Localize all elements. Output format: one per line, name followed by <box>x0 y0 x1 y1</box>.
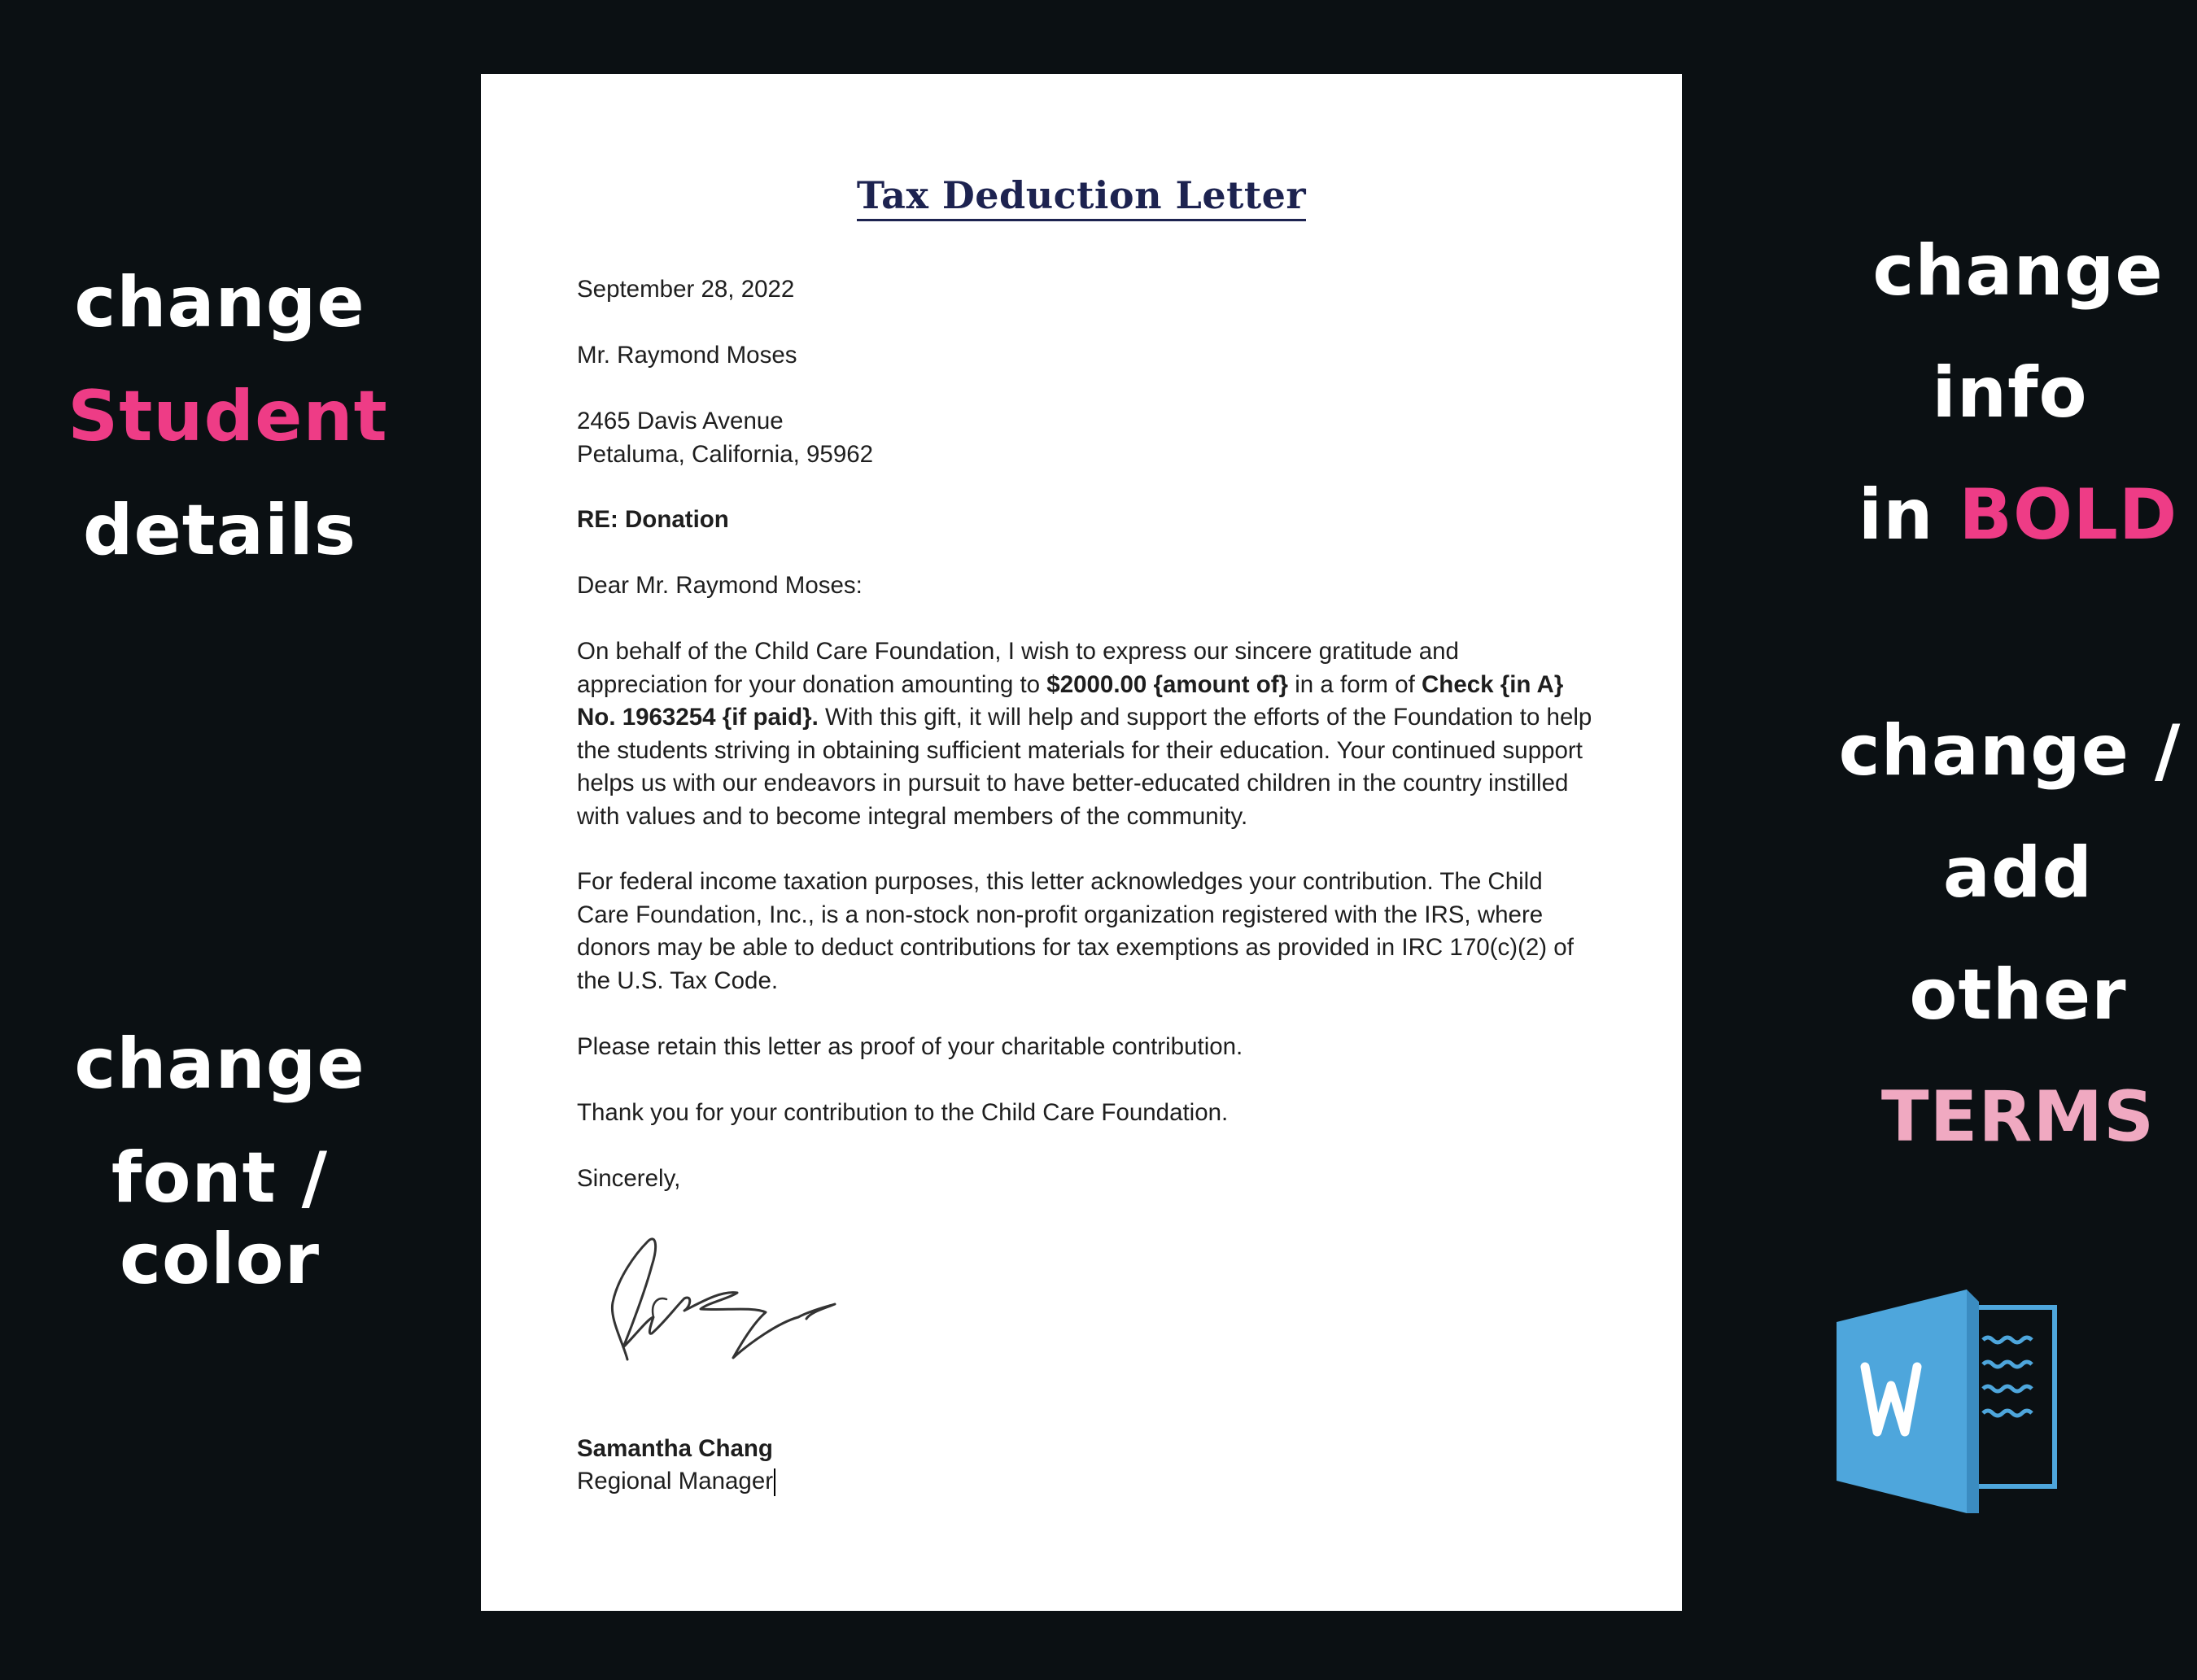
right-caption-in-bold <box>1847 474 2189 556</box>
right-caption-in: in <box>1858 474 1934 556</box>
re-line: RE: Donation <box>577 506 729 533</box>
check-number: Check {in A} No. 1963254 {if paid}. <box>577 670 1564 731</box>
closing: Sincerely, <box>577 1165 681 1192</box>
text-cursor <box>774 1468 775 1496</box>
right-caption-add: add <box>1942 832 2094 914</box>
paragraph-3: Please retain this letter as proof of your charitable contribution. <box>577 1033 1243 1060</box>
donation-amount: $2000.00 {amount of} <box>1046 670 1289 698</box>
right-caption-other: other <box>1909 954 2127 1036</box>
left-caption-font-color: font / color <box>111 1137 329 1300</box>
address-line-2: Petaluma, California, 95962 <box>577 440 874 468</box>
right-caption-info: info <box>1932 352 2088 434</box>
address-line-1: 2465 Davis Avenue <box>577 408 784 434</box>
recipient-address <box>577 405 1618 471</box>
paragraph-1: On behalf of the Child Care Foundation, I wish to express our sincere gratitude and appreciation for your donation amounting to $2000.00 {amount of} in a form of Check {in A} No. 1963254 {if paid}. With this gift, it will help and support the efforts of the Foundation to help the students striving in obtaining sufficient materials for their education. Your continued support helps us with our endeavors in pursuit to have better-educated children in the country instilled with values and to become integral members of the community. <box>577 638 1592 830</box>
word-document-icon <box>1832 1289 2060 1513</box>
letter-page[interactable] <box>481 74 1682 1611</box>
right-caption-change-1: change <box>1872 230 2164 312</box>
left-caption-change-1: change <box>74 262 365 343</box>
recipient-name: Mr. Raymond Moses <box>577 342 797 369</box>
right-caption-terms: TERMS <box>1880 1076 2156 1158</box>
signature-image <box>603 1221 871 1368</box>
paragraph-2: For federal income taxation purposes, this letter acknowledges your contribution. The Child Care Foundation, Inc., is a non-stock non-profit organization registered with the IRS, where donors may be able to deduct contributions for tax exemptions as provided in IRC 170(c)(2) of the U.S. Tax Code. <box>577 868 1574 994</box>
signer-title: Regional Manager <box>577 1465 1618 1499</box>
signer-name: Samantha Chang <box>577 1435 773 1462</box>
right-caption-bold: BOLD <box>1959 474 2178 556</box>
paragraph-4: Thank you for your contribution to the Child Care Foundation. <box>577 1099 1229 1126</box>
right-caption-change-2: change / <box>1838 710 2182 792</box>
left-caption-change-2: change <box>74 1023 365 1105</box>
letter-date: September 28, 2022 <box>577 276 795 303</box>
salutation: Dear Mr. Raymond Moses: <box>577 572 863 599</box>
left-caption-student: Student <box>68 376 388 457</box>
left-caption-details: details <box>82 490 357 571</box>
letter-title: Tax Deduction Letter <box>481 173 1682 217</box>
